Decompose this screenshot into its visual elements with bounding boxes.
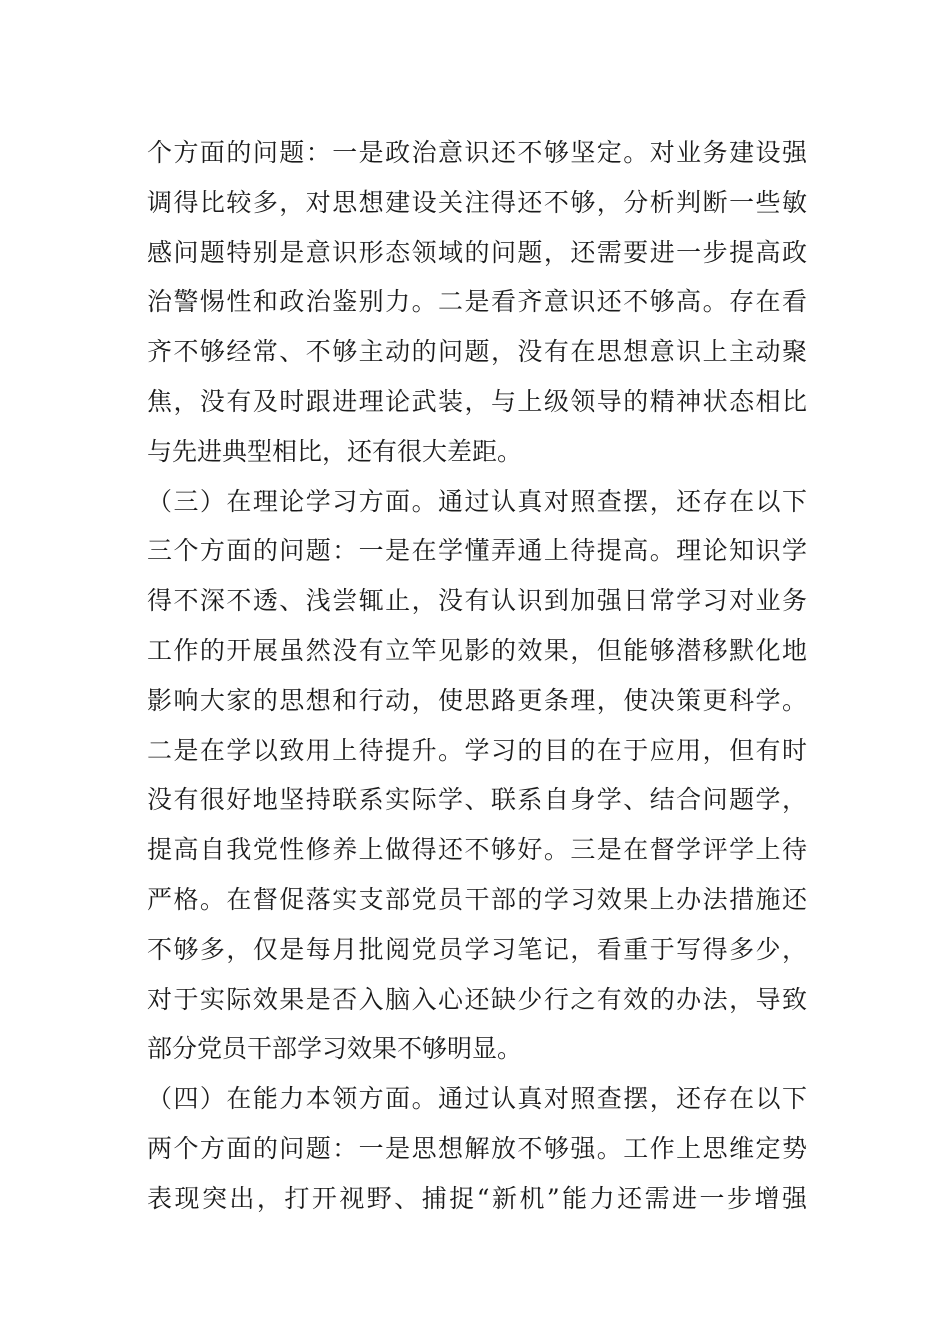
text-line: 与先进典型相比，还有很大差距。 [147, 436, 523, 466]
text-line: 部分党员干部学习效果不够明显。 [147, 1034, 523, 1064]
text-line: 焦，没有及时跟进理论武装，与上级领导的精神状态相比 [147, 386, 807, 416]
text-line: 两个方面的问题：一是思想解放不够强。工作上思维定势 [147, 1133, 807, 1163]
text-line: 三个方面的问题：一是在学懂弄通上待提高。理论知识学 [147, 536, 807, 566]
text-line: 个方面的问题：一是政治意识还不够坚定。对业务建设强 [147, 138, 807, 167]
text-line: 齐不够经常、不够主动的问题，没有在思想意识上主动聚 [147, 337, 807, 367]
body-text [147, 128, 807, 1224]
text-line: 严格。在督促落实支部党员干部的学习效果上办法措施还 [147, 884, 807, 914]
text-line: 对于实际效果是否入脑入心还缺少行之有效的办法，导致 [147, 984, 807, 1014]
text-line: 工作的开展虽然没有立竿见影的效果，但能够潜移默化地 [147, 635, 807, 665]
text-line: 提高自我党性修养上做得还不够好。三是在督学评学上待 [147, 835, 807, 865]
text-line: 治警惕性和政治鉴别力。二是看齐意识还不够高。存在看 [147, 287, 807, 317]
text-line: 不够多，仅是每月批阅党员学习笔记，看重于写得多少， [147, 934, 807, 964]
text-line: 二是在学以致用上待提升。学习的目的在于应用，但有时 [147, 735, 807, 765]
section-heading-line: （三）在理论学习方面。通过认真对照查摆，还存在以下 [147, 486, 807, 516]
text-line: 没有很好地坚持联系实际学、联系自身学、结合问题学， [147, 785, 807, 815]
text-line: 得不深不透、浅尝辄止，没有认识到加强日常学习对业务 [147, 586, 807, 616]
section-heading-line: （四）在能力本领方面。通过认真对照查摆，还存在以下 [147, 1084, 807, 1114]
text-line: 影响大家的思想和行动，使思路更条理，使决策更科学。 [147, 685, 807, 715]
text-line: 表现突出，打开视野、捕捉“新机”能力还需进一步增强 [147, 1183, 807, 1213]
text-line: 感问题特别是意识形态领域的问题，还需要进一步提高政 [147, 237, 807, 267]
text-line: 调得比较多，对思想建设关注得还不够，分析判断一些敏 [147, 187, 807, 217]
